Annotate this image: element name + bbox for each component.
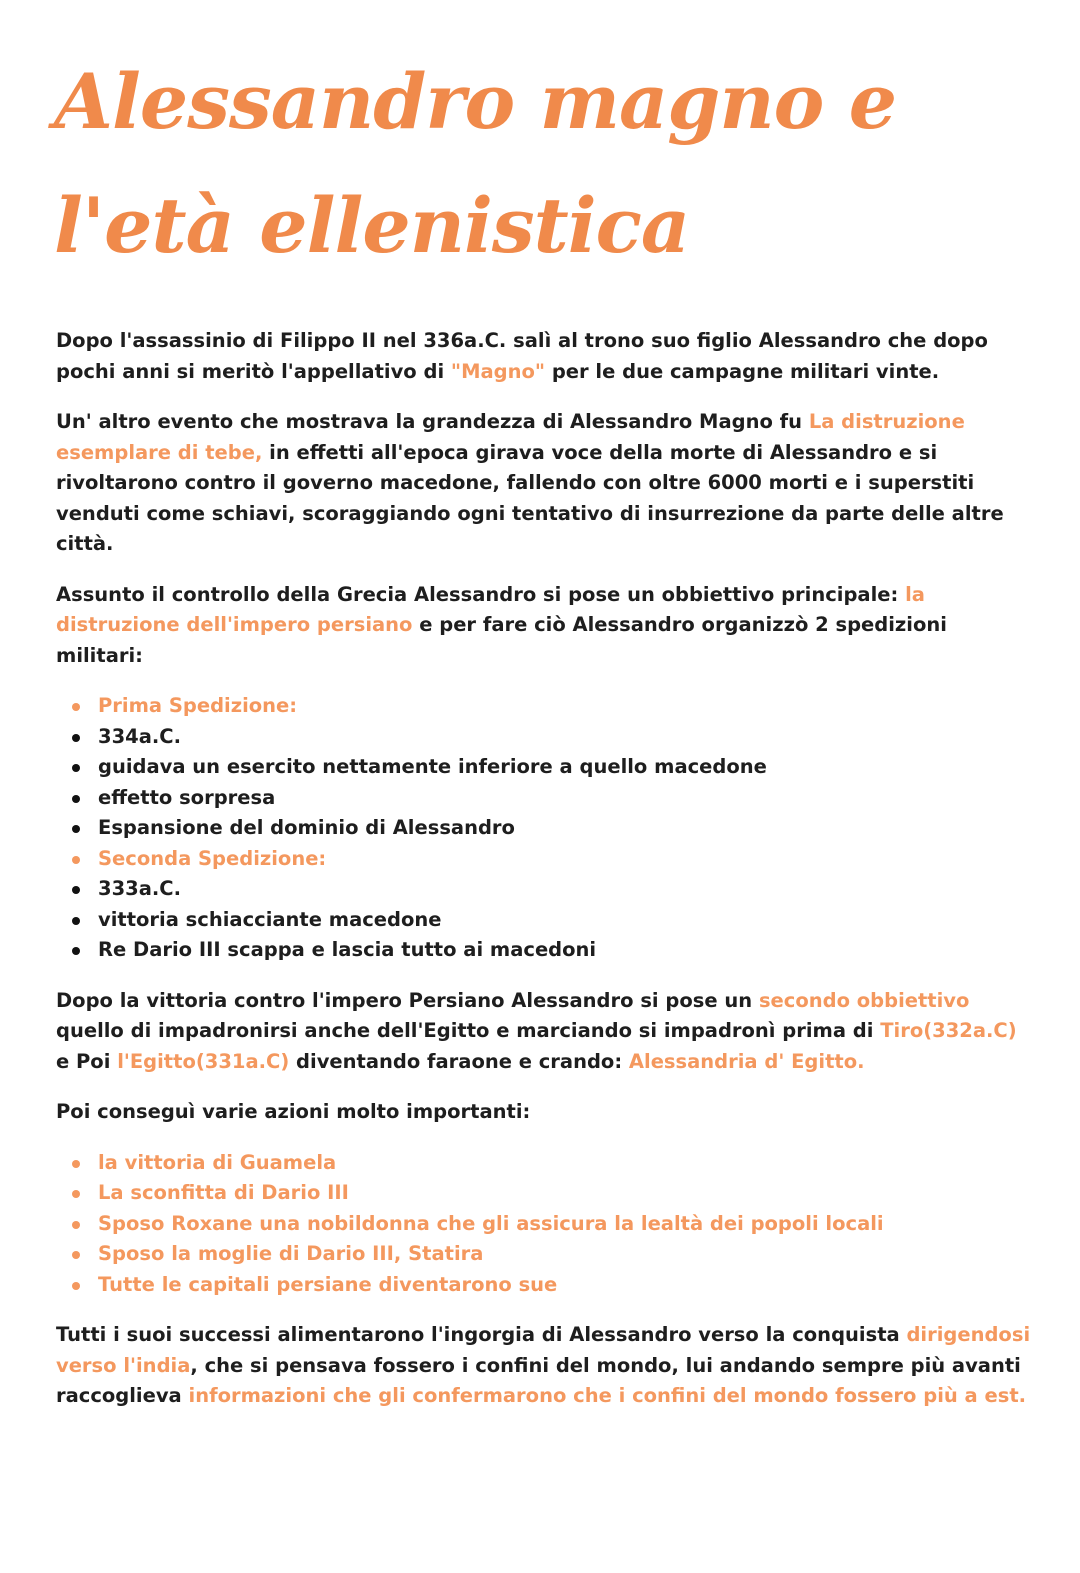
bullet-icon	[72, 886, 80, 894]
list-item	[56, 1239, 1031, 1270]
text-span: per le due campagne militari vinte.	[545, 359, 940, 383]
text-span: Un' altro evento che mostrava la grandezza di Alessandro Magno fu	[56, 410, 809, 433]
highlight-tiro: Tiro(332a.C)	[880, 1019, 1017, 1042]
list-item-text: Sposo la moglie di Dario III, Statira	[98, 1242, 484, 1265]
bullet-icon	[72, 795, 80, 803]
list-item	[56, 783, 1031, 814]
bullet-icon	[72, 703, 80, 711]
bullet-icon	[72, 1282, 80, 1290]
list-item-text: Prima Spedizione:	[98, 694, 298, 717]
list-item-text: Seconda Spedizione:	[98, 846, 327, 870]
page-title: Alessandro magno e l'età ellenistica	[54, 57, 897, 270]
list-item-text: vittoria schiacciante macedone	[98, 907, 442, 931]
list-item	[56, 905, 1031, 936]
list-item-text: Espansione del dominio di Alessandro	[98, 816, 515, 839]
paragraph-obiettivo	[56, 580, 1031, 672]
text-span: Dopo la vittoria contro l'impero Persiano Alessandro si pose un	[56, 988, 759, 1012]
list-item-text: Re Dario III scappa e lascia tutto ai macedoni	[98, 938, 597, 961]
text-span: e per fare ciò Alessandro organizzò 2 spedizioni militari:	[56, 613, 947, 667]
highlight-magno: "Magno"	[450, 359, 546, 383]
paragraph-tebe	[56, 407, 1031, 560]
bullet-icon	[72, 1251, 80, 1259]
list-item	[56, 691, 1031, 722]
text-span: quello di impadronirsi anche dell'Egitto e marciando si impadronì prima di	[56, 1019, 881, 1042]
bullet-icon	[72, 764, 80, 772]
list-item-text: la vittoria di Guamela	[98, 1150, 337, 1174]
list-item-text: Tutte le capitali persiane diventarono sue	[98, 1272, 558, 1296]
text-span: e Poi	[56, 1049, 118, 1073]
list-item	[56, 844, 1031, 875]
text-span: in effetti all'epoca girava voce della morte di Alessandro e si rivoltarono contro il governo macedone, fallendo con oltre 6000 morti e i superstiti venduti come schiavi, scoraggiando ogni tentativo di insurrezione da parte delle altre città.	[56, 440, 1004, 555]
bullet-icon	[72, 917, 80, 925]
list-item-text: guidava un esercito nettamente inferiore a quello macedone	[98, 755, 767, 778]
text-span: , che si pensava fossero i confini del mondo, lui andando sempre più avanti raccoglieva	[56, 1353, 1021, 1407]
list-item	[56, 722, 1031, 753]
bullet-icon	[72, 856, 80, 864]
bullet-icon	[72, 1221, 80, 1229]
list-item-text: effetto sorpresa	[98, 785, 276, 809]
highlight-egitto: l'Egitto(331a.C)	[117, 1049, 290, 1073]
paragraph-intro	[56, 326, 1031, 387]
text-span: Assunto il controllo della Grecia Alessandro si pose un obbiettivo principale:	[56, 582, 906, 606]
list-item	[56, 935, 1031, 966]
list-item-text: 334a.C.	[98, 724, 181, 748]
bullet-icon	[72, 825, 80, 833]
list-item-text: 333a.C.	[98, 877, 181, 900]
bullet-icon	[72, 734, 80, 742]
text-span: diventando faraone e crando:	[289, 1049, 629, 1073]
spedizioni-list	[56, 691, 1031, 966]
list-item	[56, 1270, 1031, 1301]
text-span: Poi conseguì varie azioni molto importanti:	[56, 1100, 531, 1123]
list-item-text: La sconfitta di Dario III	[98, 1181, 349, 1204]
bullet-icon	[72, 1190, 80, 1198]
highlight-secondo-obiettivo: secondo obbiettivo	[758, 988, 970, 1012]
list-item	[56, 1178, 1031, 1209]
paragraph-egitto	[56, 986, 1031, 1078]
list-item	[56, 752, 1031, 783]
paragraph-azioni	[56, 1097, 1031, 1128]
list-item	[56, 874, 1031, 905]
document-body	[56, 326, 1031, 1432]
highlight-alessandria: Alessandria d' Egitto.	[628, 1049, 865, 1073]
list-item-text: Sposo Roxane una nobildonna che gli assicura la lealtà dei popoli locali	[98, 1211, 884, 1235]
list-item	[56, 813, 1031, 844]
highlight-tebe: La distruzione esemplare di tebe,	[56, 410, 965, 464]
highlight-india: dirigendosi verso l'india	[56, 1323, 1031, 1377]
text-span: Dopo l'assassinio di Filippo II nel 336a.C. salì al trono suo figlio Alessandro che dopo pochi anni si meritò l'appellativo di	[56, 329, 988, 383]
bullet-icon	[72, 1160, 80, 1168]
paragraph-india	[56, 1320, 1031, 1412]
azioni-list	[56, 1148, 1031, 1301]
text-span: Tutti i suoi successi alimentarono l'ingorgia di Alessandro verso la conquista	[56, 1323, 907, 1346]
highlight-impero-persiano: la distruzione dell'impero persiano	[56, 582, 925, 636]
list-item	[56, 1209, 1031, 1240]
highlight-confini: informazioni che gli confermarono che i confini del mondo fossero più a est.	[188, 1384, 1027, 1407]
list-item	[56, 1148, 1031, 1179]
bullet-icon	[72, 947, 80, 955]
